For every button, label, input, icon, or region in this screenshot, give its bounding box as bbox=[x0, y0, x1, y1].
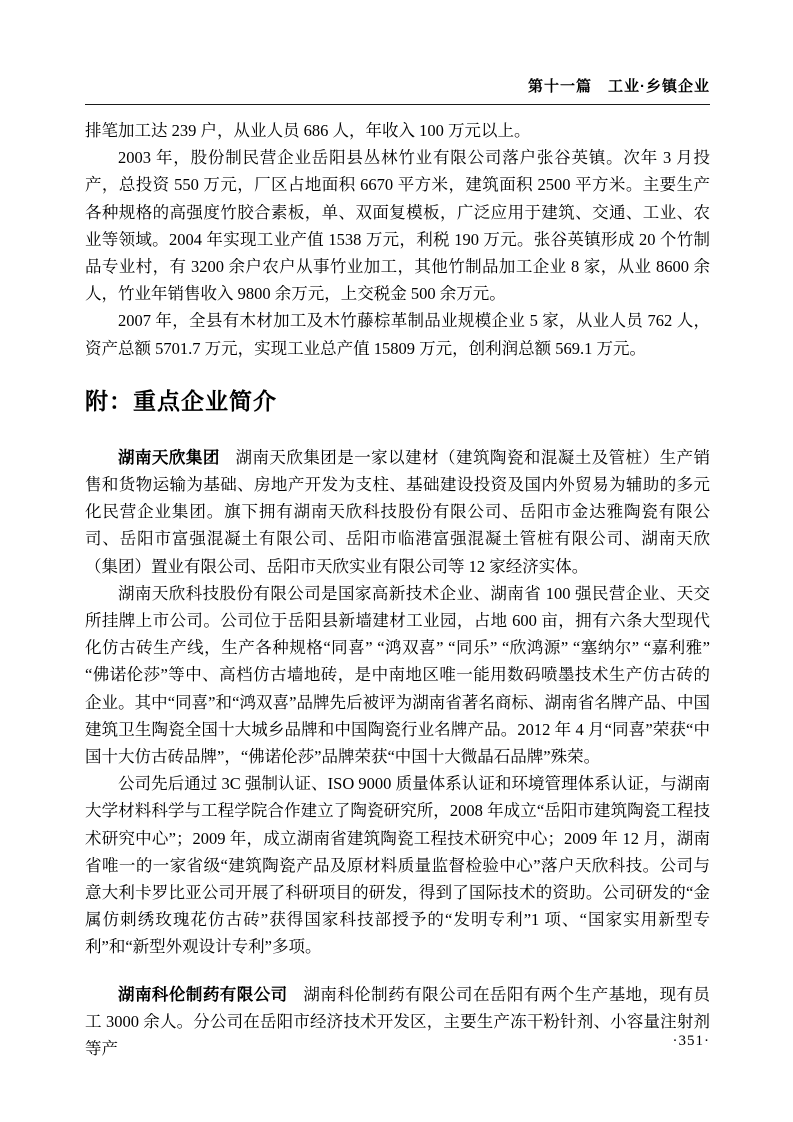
company-tianxin-paragraph-3: 公司先后通过 3C 强制认证、ISO 9000 质量体系认证和环境管理体系认证，与湖南大学材料科学与工程学院合作建立了陶瓷研究所，2008 年成立“岳阳市建筑陶瓷工程技术研究中心”；2009 年，成立湖南省建筑陶瓷工程技术研究中心；2009 年 12 月，湖南省唯一的一家省级“建筑陶瓷产品及原材料质量监督检验中心”落户天欣科技。公司与意大利卡罗比亚公司开展了科研项目的研发，得到了国际技术的资助。公司研发的“金属仿刺绣玫瑰花仿古砖”获得国家科技部授予的“发明专利”1 项、“国家实用新型专利”和“新型外观设计专利”多项。 bbox=[85, 774, 710, 957]
section-heading: 附：重点企业简介 bbox=[85, 387, 277, 414]
paragraph-carryover: 排笔加工达 239 户，从业人员 686 人，年收入 100 万元以上。 bbox=[85, 121, 531, 140]
page-body bbox=[85, 117, 710, 1062]
company-name-tianxin: 湖南天欣集团 bbox=[118, 447, 220, 467]
paragraph-2003: 2003 年，股份制民营企业岳阳县丛林竹业有限公司落户张谷英镇。次年 3 月投产，总投资 550 万元，厂区占地面积 6670 平方米，建筑面积 2500 平方米。主要生产各种规格的高强度竹胶合素板，单、双面复模板，广泛应用于建筑、交通、工业、农业等领域。2004 年实现工业产值 1538 万元，利税 190 万元。张谷英镇形成 20 个竹制品专业村，有 3200 余户农户从事竹业加工，其他竹制品加工企业 8 家，从业 8600 余人，竹业年销售收入 9800 余万元，上交税金 500 余万元。 bbox=[85, 148, 710, 304]
company-kelun-paragraph-1: 湖南科伦制药有限公司在岳阳有两个生产基地，现有员工 3000 余人。分公司在岳阳市经济技术开发区，主要生产冻干粉针剂、小容量注射剂等产 bbox=[85, 984, 711, 1059]
company-name-kelun: 湖南科伦制药有限公司 bbox=[118, 984, 288, 1004]
chapter-header-text: 第十一篇 工业·乡镇企业 bbox=[528, 78, 710, 95]
running-header bbox=[85, 78, 710, 96]
paragraph-2007: 2007 年，全县有木材加工及木竹藤棕革制品业规模企业 5 家，从业人员 762 人，资产总额 5701.7 万元，实现工业总产值 15809 万元，创利润总额 569.1 万元。 bbox=[85, 311, 710, 358]
company-profile-tianxin bbox=[85, 444, 710, 580]
header-rule bbox=[85, 104, 710, 105]
company-tianxin-paragraph-1: 湖南天欣集团是一家以建材（建筑陶瓷和混凝土及管桩）生产销售和货物运输为基础、房地产开发为支柱、基础建设投资及国内外贸易为辅助的多元化民营企业集团。旗下拥有湖南天欣科技股份有限公司、岳阳市金达雅陶瓷有限公司、岳阳市富强混凝土有限公司、岳阳市临港富强混凝土管桩有限公司、湖南天欣（集团）置业有限公司、岳阳市天欣实业有限公司等 12 家经济实体。 bbox=[85, 447, 711, 576]
company-tianxin-paragraph-2: 湖南天欣科技股份有限公司是国家高新技术企业、湖南省 100 强民营企业、天交所挂牌上市公司。公司位于岳阳县新墙建材工业园，占地 600 亩，拥有六条大型现代化仿古砖生产线，生产各种规格“同喜” “鸿双喜” “同乐” “欣鸿源” “塞纳尔” “嘉利雅” “佛诺伦莎”等中、高档仿古墙地砖，是中南地区唯一能用数码喷墨技术生产仿古砖的企业。其中“同喜”和“鸿双喜”品牌先后被评为湖南省著名商标、湖南省名牌产品、中国建筑卫生陶瓷全国十大城乡品牌和中国陶瓷行业名牌产品。2012 年 4 月“同喜”荣获“中国十大仿古砖品牌”，“佛诺伦莎”品牌荣获“中国十大微晶石品牌”殊荣。 bbox=[85, 583, 710, 767]
page-number: ·351· bbox=[672, 1033, 710, 1049]
company-profile-kelun bbox=[85, 981, 710, 1063]
